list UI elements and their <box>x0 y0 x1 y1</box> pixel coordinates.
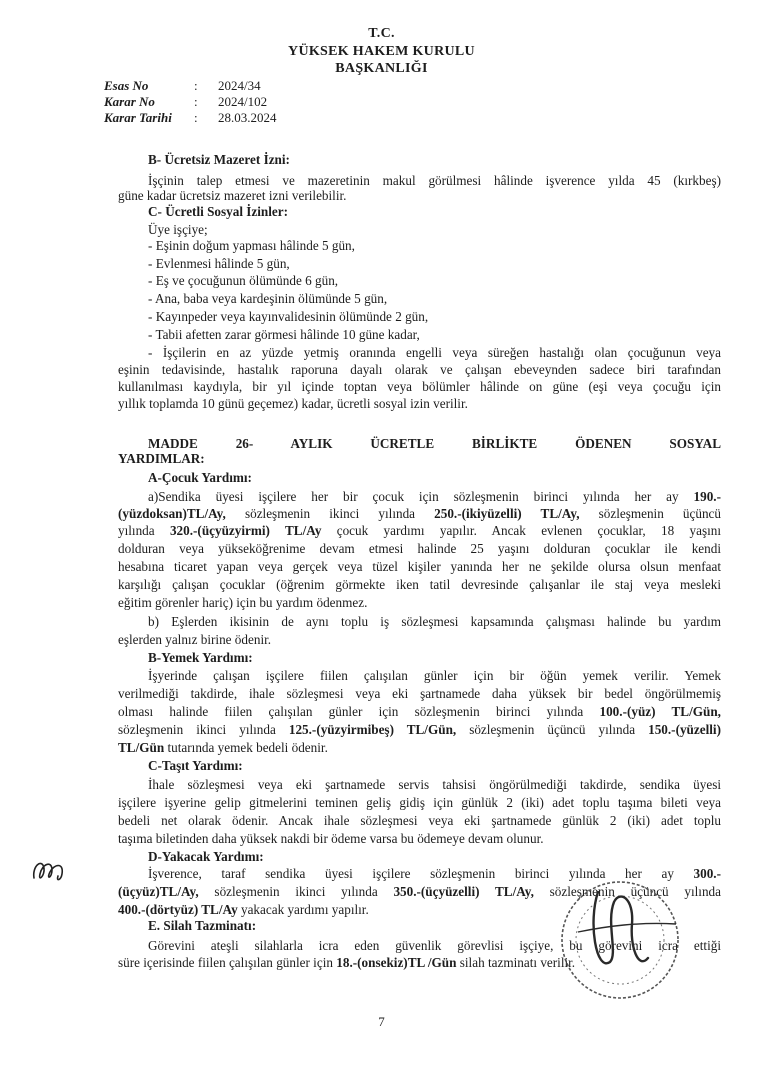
text-line: İşyerinde çalışan işçilere fiilen çalışılan günler için bir öğün yemek verilir. Yemek <box>148 668 721 683</box>
text-line: (yüzdoksan)TL/Ay, sözleşmenin ikinci yılında 250.-(ikiyüzelli) TL/Ay, sözleşmenin üçüncü <box>118 506 721 521</box>
meta-label: Karar Tarihi <box>104 110 172 125</box>
meta-value: 28.03.2024 <box>218 110 277 125</box>
text-line: işçilere işyerine gelip gitmelerini teminen geliş gidiş için günlük 2 (iki) adet toplu taşıma bileti veya <box>118 795 721 810</box>
text-line: (üçyüz)TL/Ay, sözleşmenin ikinci yılında 350.-(üçyüzelli) TL/Ay, sözleşmenin üçüncü yılında <box>118 884 721 899</box>
text-line: olması halinde fiilen çalışılan günler için sözleşmenin birinci yılında 100.-(yüz) TL/Gün, <box>118 704 721 719</box>
meta-sep: : <box>194 110 198 125</box>
meta-label: Esas No <box>104 78 149 93</box>
meta-label: Karar No <box>104 94 155 109</box>
text-line: İhale sözleşmesi veya eki şartnamede servis tahsisi öngörülmediği takdirde, sendika üyesi <box>148 777 721 792</box>
section-heading: D-Yakacak Yardımı: <box>148 849 264 864</box>
page-number: 7 <box>378 1014 385 1029</box>
section-heading: B- Ücretsiz Mazeret İzni: <box>148 152 290 167</box>
text-line: - Eş ve çocuğunun ölümünde 6 gün, <box>148 273 339 288</box>
text-line: - Evlenmesi hâlinde 5 gün, <box>148 256 290 271</box>
text-line: kullanılması kaydıyla, bir yıl içinde toptan veya bölümler hâlinde on güne (eşi veya çocuğu için <box>118 379 721 394</box>
text-line: - İşçilerin en az yüzde yetmiş oranında engelli veya süreğen hastalığı olan çocuğunun veya <box>148 345 721 360</box>
meta-value: 2024/102 <box>218 94 268 109</box>
text-line: eğitim görenler hariç) için bu yardım ödenmez. <box>118 595 368 610</box>
section-heading: YARDIMLAR: <box>118 451 205 466</box>
meta-karar-no <box>104 94 267 109</box>
text-line: bedeli net olarak ödenir. Ancak ihale sözleşmesi veya eki şartnamede günlük 2 (iki) adet toplu <box>118 813 721 828</box>
text-line: yıllık toplamda 10 günü geçemez) kadar, ücretli sosyal izin verilir. <box>118 396 468 411</box>
text-line: İşverence, taraf sendika üyesi işçilere sözleşmenin birinci yılında her ay 300.- <box>148 866 721 881</box>
official-stamp-signature <box>548 862 698 1012</box>
handwritten-initial <box>28 848 74 890</box>
text-line: TL/Gün tutarında yemek bedeli ödenir. <box>118 740 328 755</box>
section-heading: A-Çocuk Yardımı: <box>148 470 252 485</box>
section-heading: E. Silah Tazminatı: <box>148 918 257 933</box>
meta-karar-tarihi <box>104 110 277 125</box>
section-heading: MADDE 26- AYLIK ÜCRETLE BİRLİKTE ÖDENEN SOSYAL <box>148 436 721 451</box>
section-heading: B-Yemek Yardımı: <box>148 650 253 665</box>
text-line: Üye işçiye; <box>148 222 208 237</box>
header-institution: YÜKSEK HAKEM KURULU <box>288 44 475 59</box>
header-tc: T.C. <box>368 26 395 41</box>
text-line: güne kadar ücretsiz mazeret izni verilebilir. <box>118 188 347 203</box>
text-line: Görevini ateşli silahlarla icra eden güvenlik görevlisi işçiye, bu görevini icra ettiği <box>148 938 721 953</box>
text-line: sözleşmenin ikinci yılında 125.-(yüzyirmibeş) TL/Gün, sözleşmenin üçüncü yılında 150.-(yüzelli) <box>118 722 721 737</box>
section-heading: C-Taşıt Yardımı: <box>148 758 243 773</box>
text-line: dolduran veya yükseköğrenime devam etmesi halinde 25 yaşını dolduran çocuklar ile kendi <box>118 541 721 556</box>
text-line: hesabına ticaret yapan veya gerçek veya tüzel kişiler yanında her ne şekilde olursa olsun menfaat <box>118 559 721 574</box>
text-line: - Kayınpeder veya kayınvalidesinin ölümünde 2 gün, <box>148 309 429 324</box>
text-line: süre içerisinde fiilen çalışılan günler için 18.-(onsekiz)TL /Gün silah tazminatı verilir. <box>118 955 576 970</box>
text-line: - Tabii afetten zarar görmesi hâlinde 10 güne kadar, <box>148 327 420 342</box>
text-line: 400.-(dörtyüz) TL/Ay yakacak yardımı yapılır. <box>118 902 369 917</box>
meta-sep: : <box>194 78 198 93</box>
meta-sep: : <box>194 94 198 109</box>
text-line: a)Sendika üyesi işçilere her bir çocuk için sözleşmenin birinci yılında her ay 190.- <box>148 489 721 504</box>
text-line: eşinin tedavisinde, hastalık raporuna dayalı olarak ve çalışan ebeveynden sadece biri tarafından <box>118 362 721 377</box>
text-line: taşıma biletinden daha yüksek nakdi bir ödeme varsa bu ödemeye devam olunur. <box>118 831 544 846</box>
text-line: b) Eşlerden ikisinin de aynı toplu iş sözleşmesi kapsamında çalışması halinde bu yardım <box>148 614 721 629</box>
text-line: eşlerden yalnız birine ödenir. <box>118 632 272 647</box>
meta-value: 2024/34 <box>218 78 261 93</box>
text-line: - Eşinin doğum yapması hâlinde 5 gün, <box>148 238 355 253</box>
text-line: yılında 320.-(üçyüzyirmi) TL/Ay çocuk yardımı yapılır. Ancak evlenen çocuklar, 18 yaşını <box>118 523 722 538</box>
text-line: - Ana, baba veya kardeşinin ölümünde 5 gün, <box>148 291 388 306</box>
text-line: verilmediği takdirde, ihale sözleşmesi veya eki şartnamede daha yüksek bir bedel öngörülmemiş <box>118 686 721 701</box>
meta-esas-no <box>104 78 261 93</box>
section-heading: C- Ücretli Sosyal İzinler: <box>148 204 289 219</box>
header-presidency: BAŞKANLIĞI <box>335 61 428 76</box>
text-line: İşçinin talep etmesi ve mazeretinin makul görülmesi hâlinde işverence yılda 45 (kırkbeş) <box>148 173 721 188</box>
text-line: karşılığı çalışan çocuklar (öğrenim görmekte iken tatil devresinde çalışanlar ile staj veya mesleki <box>118 577 721 592</box>
